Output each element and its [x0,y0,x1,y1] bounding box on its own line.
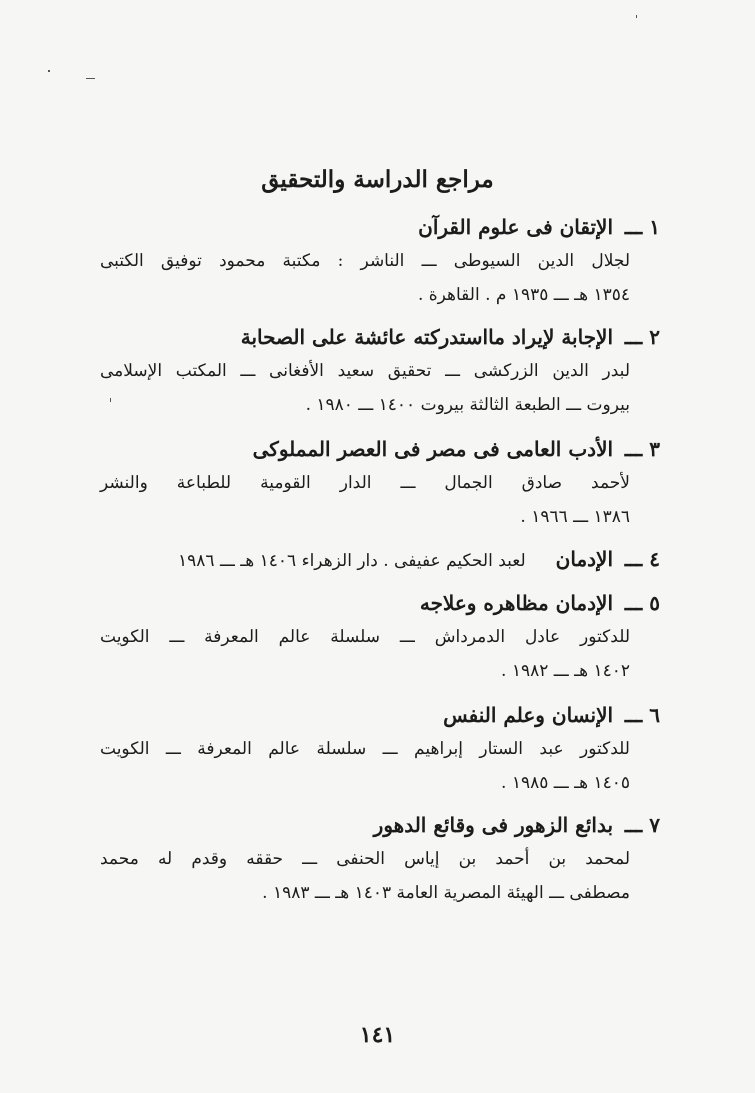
entry-title: الإدمان مظاهره وعلاجه [419,591,614,615]
scan-speck [86,78,95,79]
reference-entry [100,320,660,422]
entry-number: ٤ ـــ [624,547,660,571]
entry-number: ٦ ـــ [624,703,660,727]
entry-number: ٢ ـــ [624,325,660,349]
entry-line: بيروت ـــ الطبعة الثالثة بيروت ١٤٠٠ ـــ ١٩٨٠ . [305,395,630,415]
reference-entry [100,210,660,312]
entry-title: الإتقان فى علوم القرآن [418,215,614,239]
entry-number: ١ ـــ [624,215,660,239]
page-title: مراجع الدراسة والتحقيق [261,166,494,193]
entry-line: ١٤٠٥ هـ ـــ ١٩٨٥ . [501,773,630,793]
reference-entry [100,698,660,800]
entry-number: ٧ ـــ [624,813,660,837]
entry-line: لأحمد صادق الجمال ـــ الدار القومية للطباعة والنشر [100,473,630,493]
scan-speck [636,15,637,18]
reference-entry [100,808,660,910]
entry-title: بدائع الزهور فى وقائع الدهور [373,813,614,837]
entry-line: لبدر الدين الزركشى ـــ تحقيق سعيد الأفغانى ـــ المكتب الإسلامى [100,361,630,381]
reference-entry [100,542,660,576]
entry-line: ١٤٠٢ هـ ـــ ١٩٨٢ . [501,661,630,681]
entry-line: لعبد الحكيم عفيفى . دار الزهراء ١٤٠٦ هـ ـــ ١٩٨٦ [178,551,526,571]
entry-line: لجلال الدين السيوطى ـــ الناشر : مكتبة محمود توفيق الكتبى [100,251,630,271]
entry-line: مصطفى ـــ الهيئة المصرية العامة ١٤٠٣ هـ ـــ ١٩٨٣ . [262,883,630,903]
reference-entry [100,586,660,688]
entry-title: الإنسان وعلم النفس [443,703,614,727]
entry-line: ١٣٥٤ هـ ـــ ١٩٣٥ م . القاهرة . [417,285,630,305]
entry-title: الإدمان [555,547,614,571]
entry-number: ٥ ـــ [624,591,660,615]
entry-line: لمحمد بن أحمد بن إياس الحنفى ـــ حققه وقدم له محمد [100,849,630,869]
entry-line: للدكتور عادل الدمرداش ـــ سلسلة عالم المعرفة ـــ الكويت [100,627,630,647]
page-number: ١٤١ [359,1022,396,1048]
entry-number: ٣ ـــ [624,437,660,461]
reference-entry [100,432,660,534]
entry-title: الأدب العامى فى مصر فى العصر المملوكى [252,437,614,461]
scan-speck [110,398,111,402]
scan-speck [48,70,50,72]
entry-line: للدكتور عبد الستار إبراهيم ـــ سلسلة عالم المعرفة ـــ الكويت [100,739,630,759]
entry-title: الإجابة لإيراد مااستدركته عائشة على الصحابة [240,325,614,349]
entry-line: ١٣٨٦ ـــ ١٩٦٦ . [520,507,630,527]
